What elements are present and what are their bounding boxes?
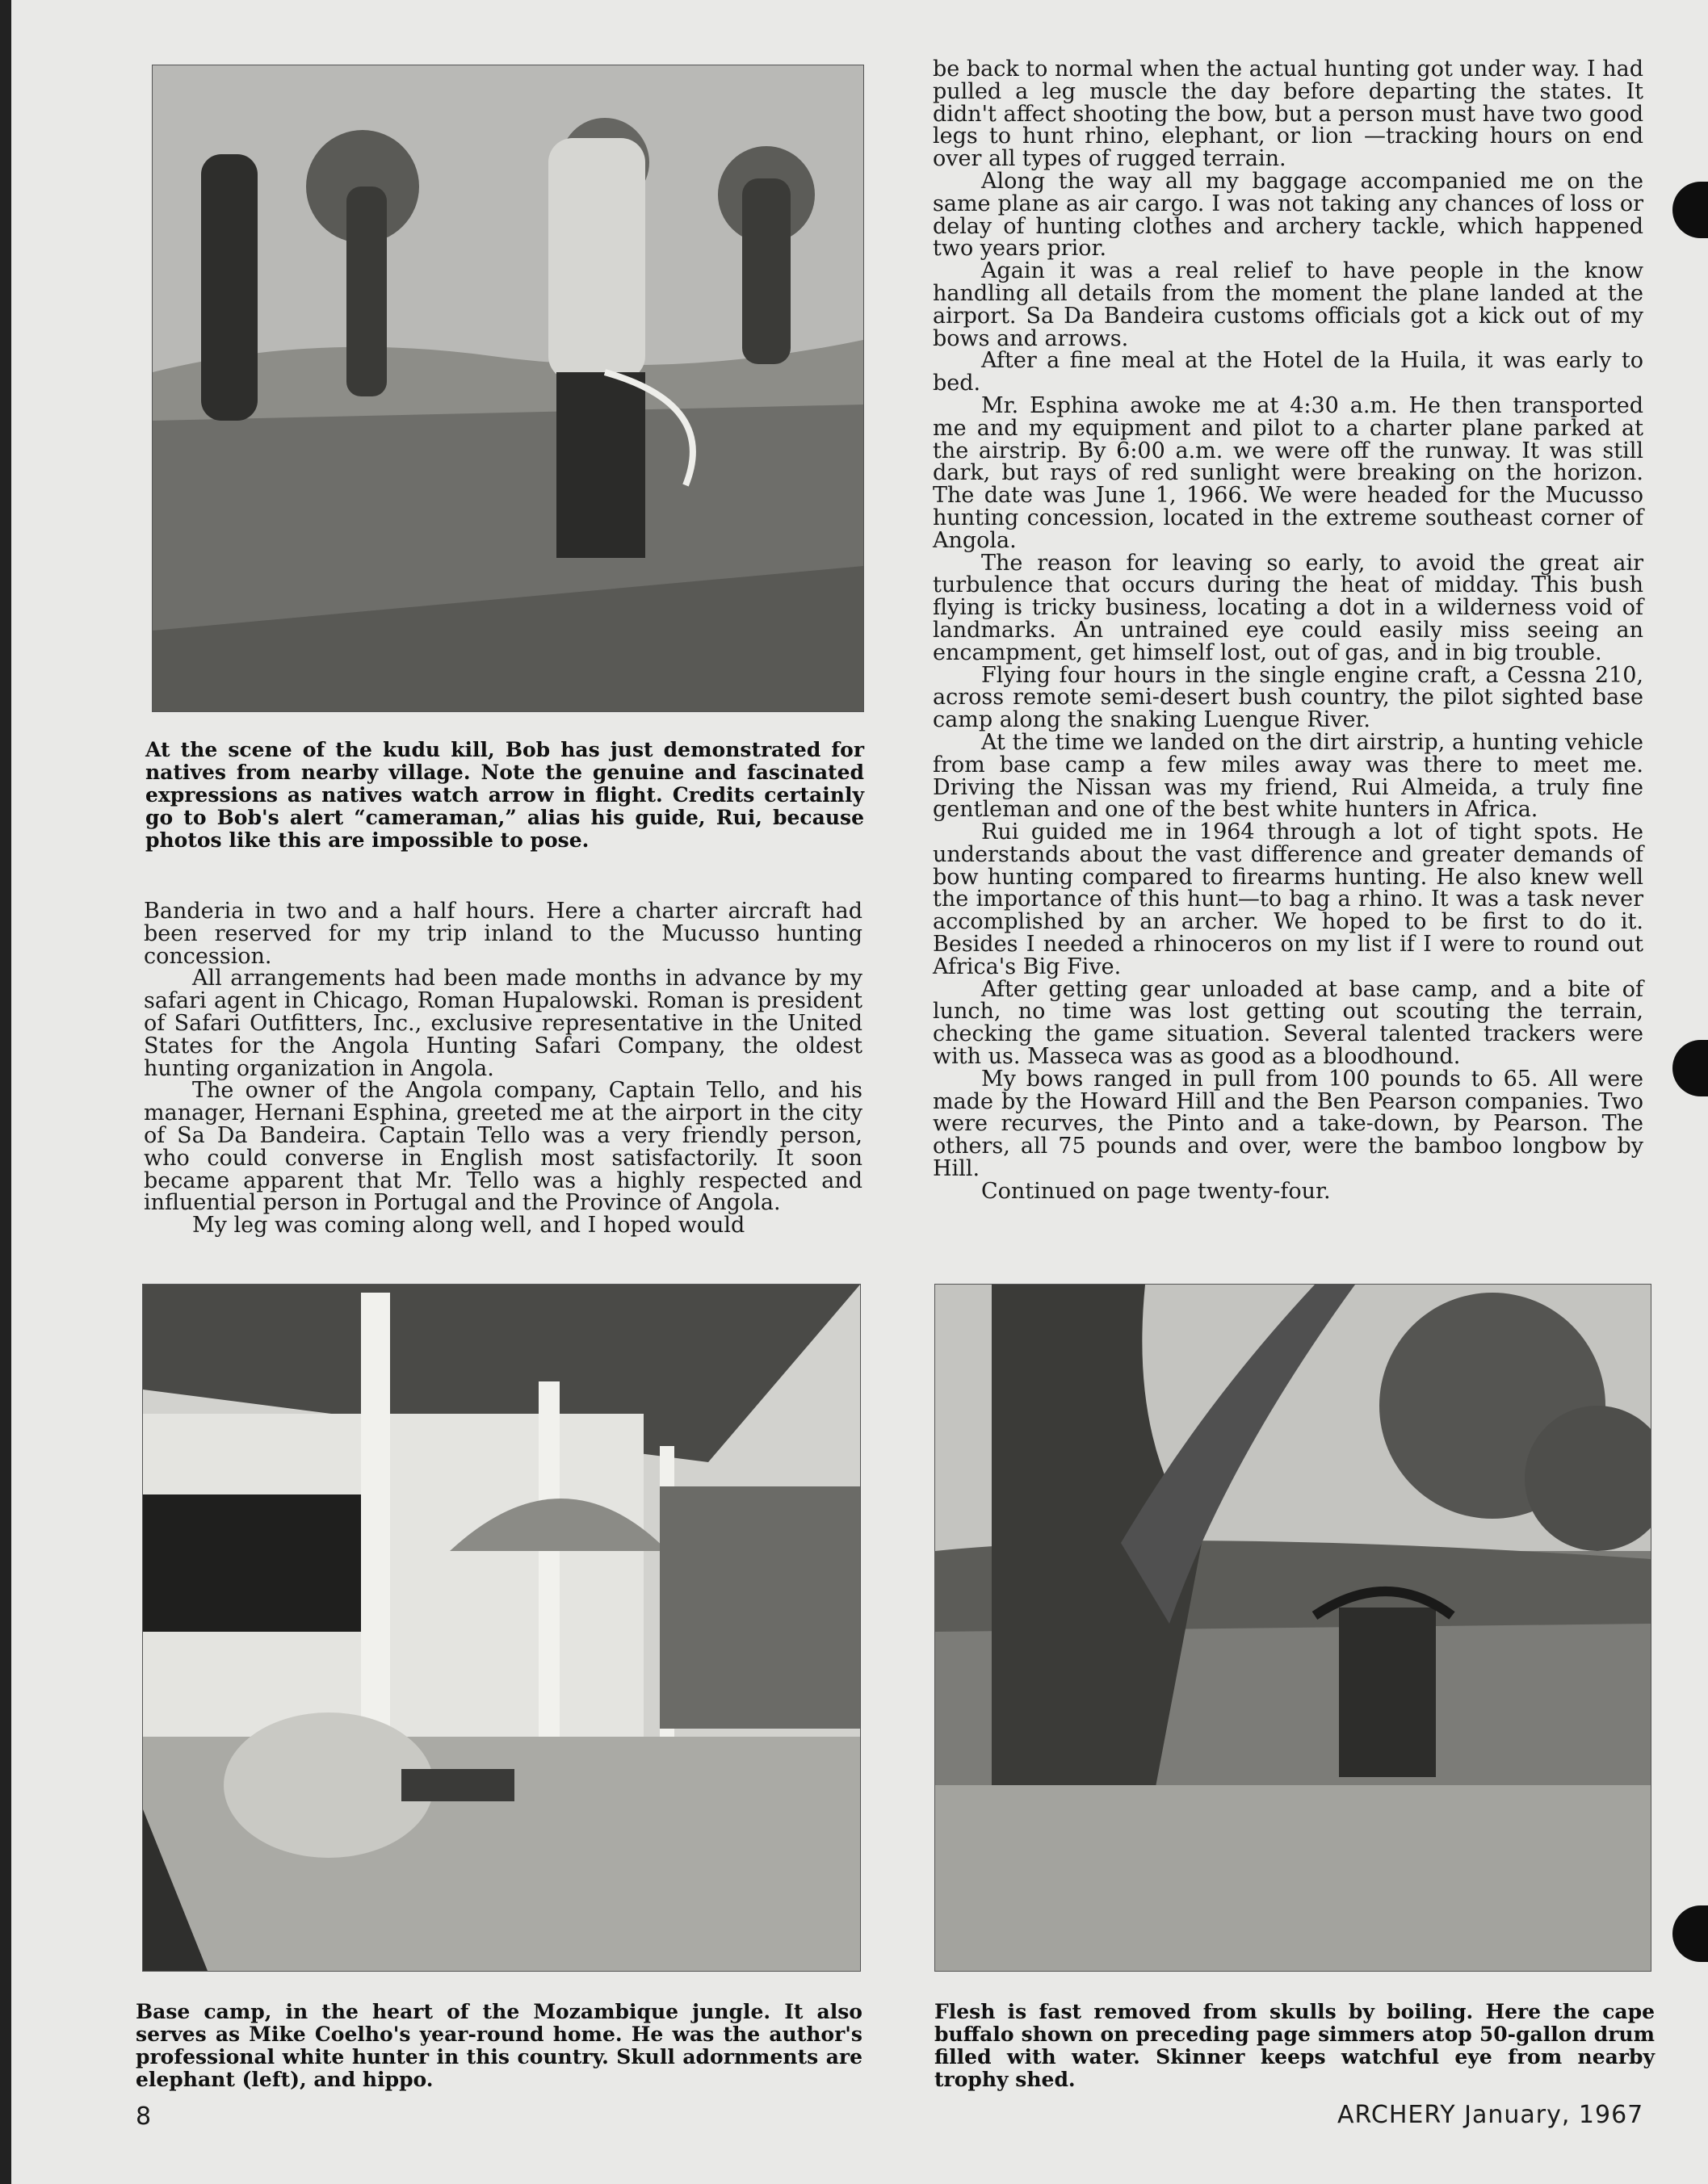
page-binding-edge (0, 0, 11, 2184)
paragraph: All arrangements had been made months in advance by my safari agent in Chicago, Roman Hupalowski. Roman is president of Safari Outfitters, Inc., exclusive representative in the United States for the Angola Hunting Safari Company, the oldest hunting organization in Angola. (144, 966, 862, 1081)
paragraph: My leg was coming along well, and I hoped would (192, 1213, 745, 1239)
paragraph: Flying four hours in the single engine craft, a Cessna 210, across remote semi-desert bush country, the pilot sighted base camp along the snaking Luengue River. (933, 662, 1643, 733)
base-camp-photo (142, 1284, 861, 1972)
paragraph: Along the way all my baggage accompanied me on the same plane as air cargo. I was not taking any chances of loss or delay of hunting clothes and archery tackle, which happened two years prior. (933, 168, 1643, 262)
page-number: 8 (136, 2102, 152, 2131)
paragraph: Rui guided me in 1964 through a lot of tight spots. He understands about the vast difference and greater demands of bow hunting compared to firearms hunting. He also knew well the importance of this hunt—to bag a rhino. It was a task never accomplished by an archer. We hoped to be first to do it. Besides I needed a rhinoceros on my list if I were to round out Africa's Big Five. (933, 820, 1643, 979)
base-camp-caption: Base camp, in the heart of the Mozambique jungle. It also serves as Mike Coelho's year-round home. He was the author's professional white hunter in this country. Skull adornments are elephant (left), and hippo. (136, 2000, 862, 2091)
kudu-kill-photo (152, 65, 864, 712)
skull-boiling-caption: Flesh is fast removed from skulls by boiling. Here the cape buffalo shown on preceding page simmers atop 50-gallon drum filled with water. Skinner keeps watchful eye from nearby trophy shed. (934, 2000, 1655, 2091)
paragraph: be back to normal when the actual hunting got under way. I had pulled a leg muscle the day before departing the states. It didn't affect shooting the bow, but a person must have two good legs to hunt rhino, elephant, or lion —tracking hours on end over all types of rugged terrain. (933, 57, 1643, 172)
paragraph: The reason for leaving so early, to avoid the great air turbulence that occurs during the heat of midday. This bush flying is tricky business, locating a dot in a wilderness void of landmarks. An untrained eye could easily miss seeing an encampment, get himself lost, out of gas, and in big trouble. (933, 550, 1643, 665)
paragraph: My bows ranged in pull from 100 pounds to 65. All were made by the Howard Hill and the Ben Pearson companies. Two were recurves, the Pinto and a take-down, by Pearson. The others, all 75 pounds and over, were the bamboo longbow by Hill. (933, 1066, 1643, 1182)
paragraph: At the time we landed on the dirt airstrip, a hunting vehicle from base camp a few miles away was there to meet me. Driving the Nissan was my friend, Rui Almeida, a truly fine gentleman and one of the best white hunters in Africa. (933, 729, 1643, 823)
skull-boiling-photo (934, 1284, 1651, 1972)
publication-footer: ARCHERY January, 1967 (1337, 2101, 1644, 2129)
paragraph: Again it was a real relief to have people in the know handling all details from the moment the plane landed at the airport. Sa Da Bandeira customs officials got a kick out of my bows and arrows. (933, 258, 1643, 351)
left-column-text (144, 900, 862, 1237)
paragraph: Banderia in two and a half hours. Here a charter aircraft had been reserved for my trip inland to the Mucusso hunting concession. (144, 899, 862, 969)
paragraph: The owner of the Angola company, Captain Tello, and his manager, Hernani Esphina, greeted me at the airport in the city of Sa Da Bandeira. Captain Tello was a very friendly person, who could converse in English most satisfactorily. It soon became apparent that Mr. Tello was a highly respected and influential person in Portugal and the Province of Angola. (144, 1078, 862, 1216)
kudu-kill-caption: At the scene of the kudu kill, Bob has just demonstrated for natives from nearby village. Note the genuine and fascinated expressions as natives watch arrow in flight. Credits certainly go to Bob's alert “cameraman,” alias his guide, Rui, because photos like this are impossible to pose. (145, 738, 864, 852)
punch-hole (1672, 1905, 1708, 1962)
punch-hole (1672, 1040, 1708, 1096)
right-column-text (933, 58, 1643, 1203)
paragraph: Mr. Esphina awoke me at 4:30 a.m. He then transported me and my equipment and pilot to a charter plane parked at the airstrip. By 6:00 a.m. we were off the runway. It was still dark, but rays of red sunlight were breaking on the horizon. The date was June 1, 1966. We were headed for the Mucusso hunting concession, located in the extreme southeast corner of Angola. (933, 392, 1643, 553)
paragraph: After getting gear unloaded at base camp, and a bite of lunch, no time was lost getting out scouting the terrain, checking the game situation. Several talented trackers were with us. Masseca was as good as a bloodhound. (933, 976, 1643, 1070)
continued-note: Continued on page twenty-four. (981, 1178, 1331, 1204)
paragraph: After a fine meal at the Hotel de la Huila, it was early to bed. (933, 348, 1643, 396)
punch-hole (1672, 182, 1708, 238)
